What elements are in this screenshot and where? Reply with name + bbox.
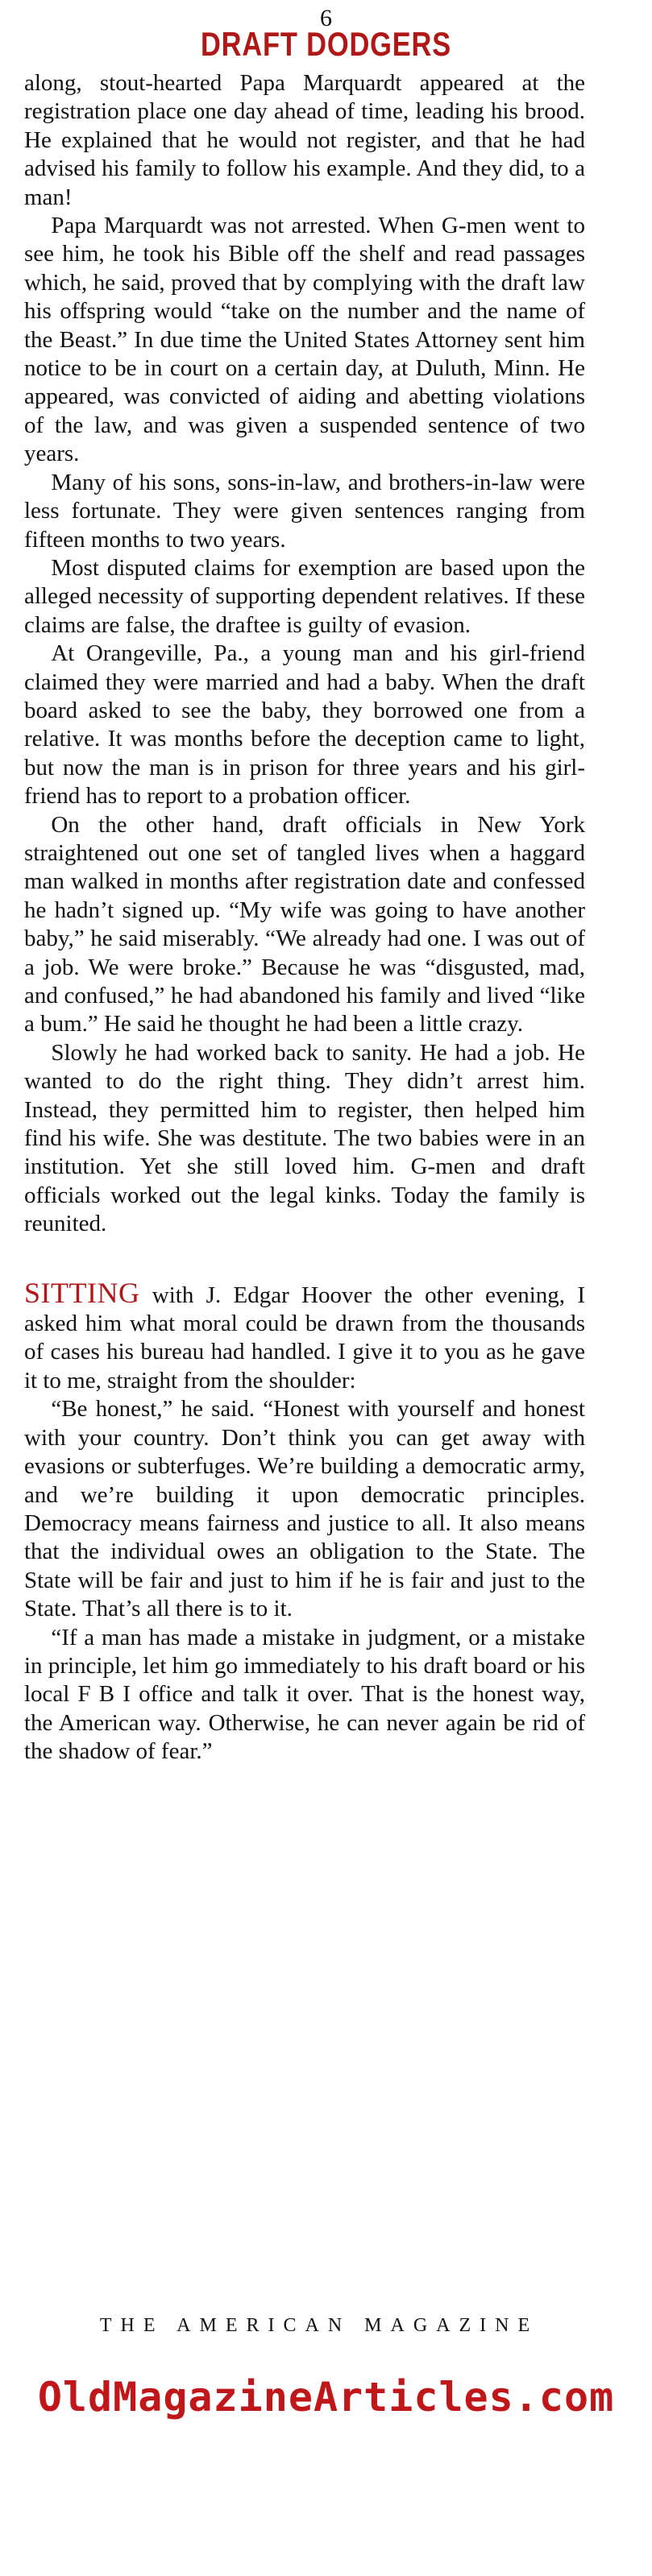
article-paragraph: At Orangeville, Pa., a young man and his girl-friend claimed they were married and had a baby. When the draft board asked to see the baby, they borrowed one from a relative. It was months before the deception came to light, but now the man is in prison for three years and his girl-friend has to report to a probation officer. — [24, 640, 585, 810]
magazine-masthead: THE AMERICAN MAGAZINE — [99, 2315, 539, 2336]
article-body — [24, 69, 585, 1766]
article-paragraph: Slowly he had worked back to sanity. He had a job. He wanted to do the right thing. They didn’t arrest him. Instead, they permitted him to register, then helped him find his wife. She was destitute. The two babies were in an institution. Yet she still loved him. G-men and draft officials worked out the legal kinks. Today the family is reunited. — [24, 1039, 585, 1237]
page-number: 6 — [320, 5, 332, 31]
article-paragraph: Papa Marquardt was not arrested. When G-men went to see him, he took his Bible off the shelf and read passages which, he said, proved that by complying with the draft law his offspring would “take on the number and the name of the Beast.” In due time the United States Attorney sent him notice to be in court on a certain day, at Duluth, Minn. He appeared, was convicted of aiding and abetting violations of the law, and was given a suspended sentence of two years. — [24, 213, 585, 467]
quote-paragraph: “Be honest,” he said. “Honest with yourself and honest with your country. Don’t think you can get away with evasions or subterfuges. We’re building a democratic army, and we’re building it upon democratic principles. Democracy means fairness and justice to all. It also means that the individual owes an obligation to the State. The State will be fair and just to him if he is fair and just to the State. That’s all there is to it. — [24, 1396, 585, 1622]
site-watermark: OldMagazineArticles.com — [37, 2374, 615, 2421]
article-headline: DRAFT DODGERS — [200, 25, 452, 63]
article-paragraph: Many of his sons, sons-in-law, and brothers-in-law were less fortunate. They were given sentences ranging from fifteen months to two years. — [24, 469, 585, 553]
article-paragraph: along, stout-hearted Papa Marquardt appeared at the registration place one day ahead of time, leading his brood. He explained that he would not register, and that he had advised his family to follow his example. And they did, to a man! — [24, 70, 585, 210]
article-paragraph: On the other hand, draft officials in New York straightened out one set of tangled lives when a haggard man walked in months after registration date and confessed he hadn’t signed up. “My wife was going to have another baby,” he said miserably. “We already had one. I was out of a job. We were broke.” Because he was “disgusted, mad, and confused,” he had abandoned his family and lived “like a bum.” He said he thought he had been a little crazy. — [24, 811, 585, 1037]
section-lead-caps: SITTING — [24, 1276, 140, 1309]
section-lead-text: with J. Edgar Hoover the other evening, I asked him what moral could be drawn from the thousands of cases his bureau had handled. I give it to you as he gave it to me, straight from the shoulder: — [24, 1282, 585, 1394]
article-paragraph: Most disputed claims for exemption are based upon the alleged necessity of supporting dependent relatives. If these claims are false, the draftee is guilty of evasion. — [24, 554, 585, 638]
section-break — [24, 1239, 585, 1279]
section-lead-paragraph — [24, 1276, 585, 1396]
quote-paragraph: “If a man has made a mistake in judgment, or a mistake in principle, let him go immediately to his draft board or his local F B I office and talk it over. That is the honest way, the American way. Otherwise, he can never again be rid of the shadow of fear.” — [24, 1624, 585, 1765]
